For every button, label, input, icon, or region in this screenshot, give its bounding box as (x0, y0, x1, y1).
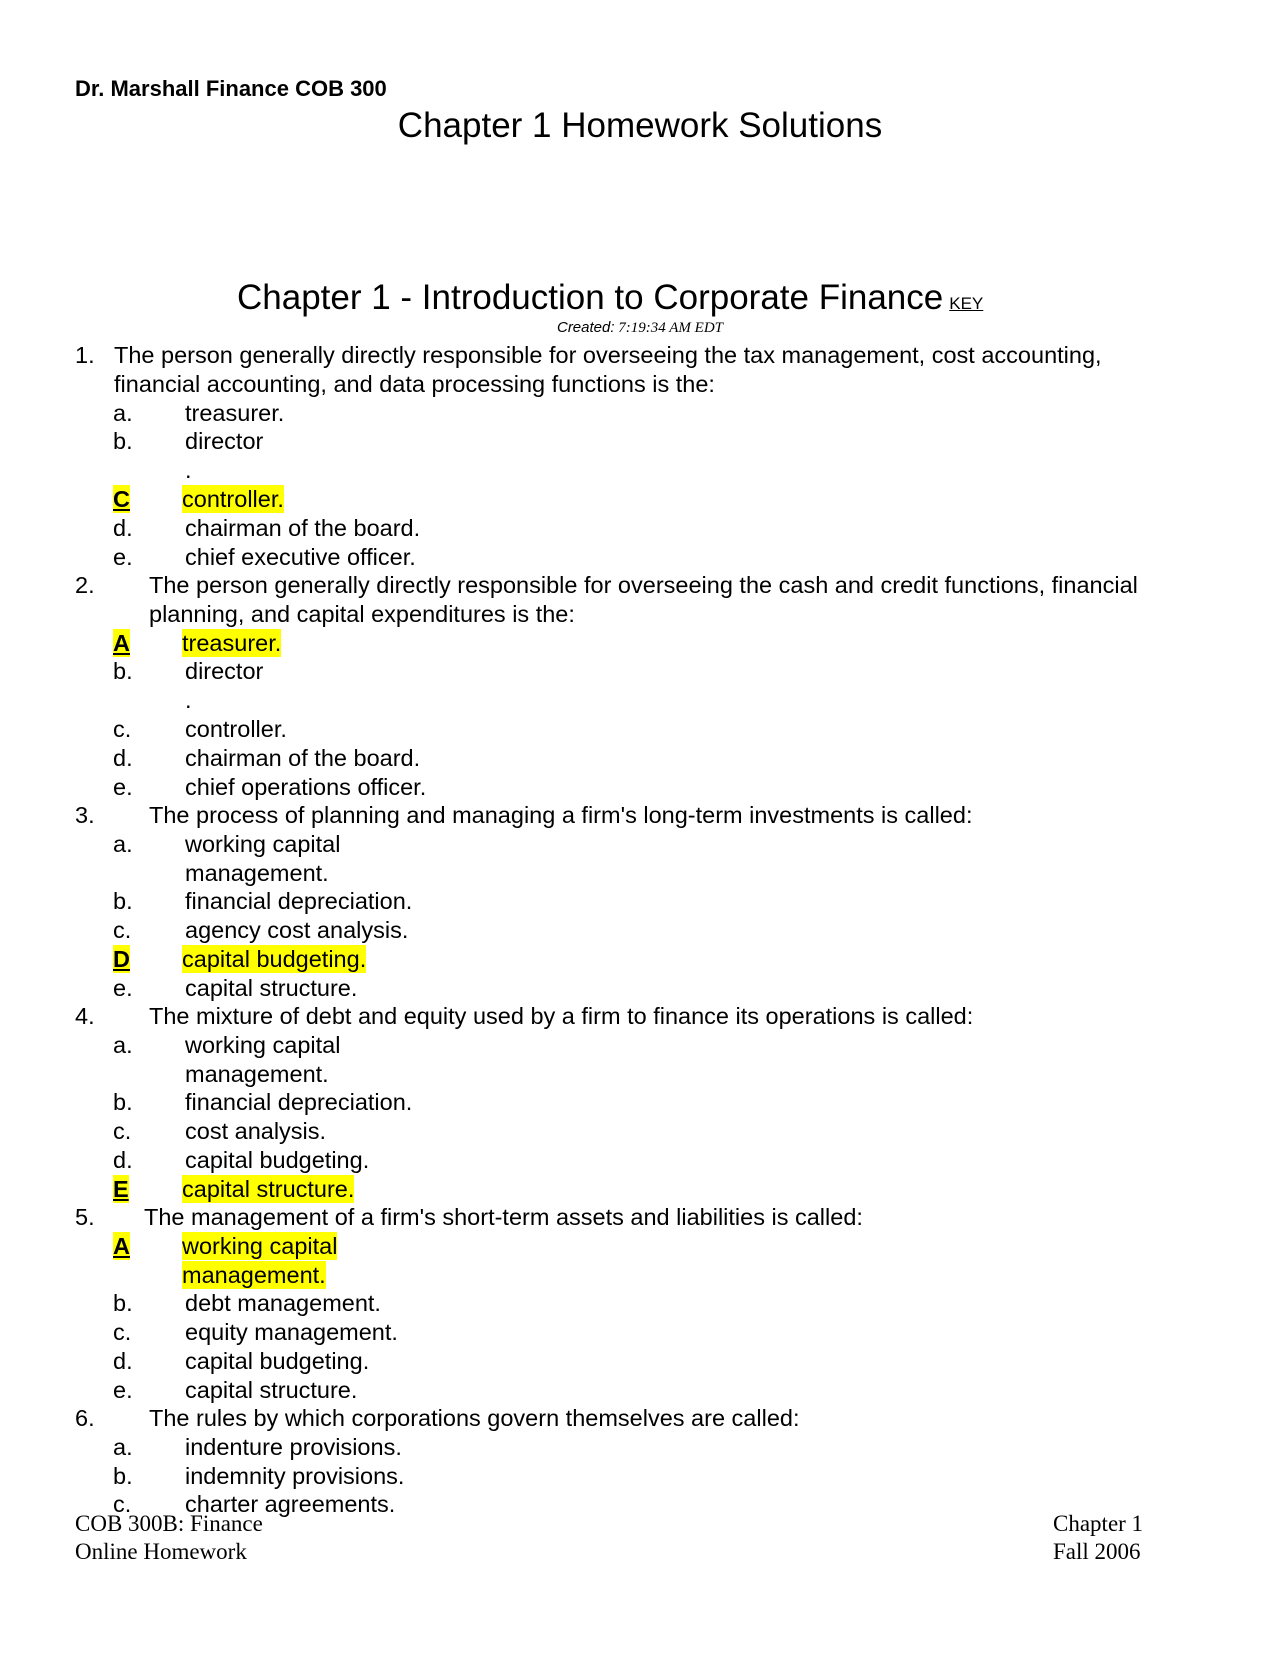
chapter-title (237, 278, 983, 318)
option-letter: a. (113, 399, 133, 426)
correct-answer-letter: A (113, 1232, 130, 1259)
option-letter: d. (113, 514, 133, 541)
option-text: . (185, 687, 192, 714)
option-text: cost analysis. (185, 1118, 327, 1145)
option-letter: b. (113, 1462, 133, 1489)
question-number: 1. (75, 342, 95, 368)
option-letter: c. (113, 1319, 132, 1346)
footer-term: Fall 2006 (1053, 1539, 1141, 1564)
option-letter: b. (113, 888, 133, 915)
option-text: capital structure. (185, 1376, 358, 1403)
option-letter: d. (113, 744, 133, 771)
question-number: 4. (75, 1003, 95, 1029)
option-letter: a. (113, 1433, 133, 1460)
question-text: The mixture of debt and equity used by a firm to finance its operations is called: (149, 1003, 974, 1029)
document-title: Chapter 1 Homework Solutions (397, 106, 883, 145)
option-text: . (185, 457, 192, 484)
question-text: The management of a firm's short-term assets and liabilities is called: (144, 1204, 863, 1230)
option-letter: e. (113, 974, 133, 1001)
created-label: Created: (556, 319, 615, 336)
correct-answer-letter: D (113, 946, 130, 972)
option-text: capital structure. (185, 974, 358, 1001)
footer-right (1053, 1510, 1143, 1566)
option-letter: b. (113, 1089, 133, 1116)
correct-answer-letter: E (113, 1175, 129, 1202)
footer-chapter: Chapter 1 (1053, 1511, 1144, 1536)
option-text: controller. (185, 716, 287, 742)
option-text: treasurer. (185, 399, 285, 426)
option-text: capital budgeting. (185, 1147, 370, 1173)
option-letter: e. (113, 773, 133, 800)
footer-left (75, 1510, 263, 1566)
option-letter: d. (113, 1147, 133, 1173)
option-letter: a. (113, 1031, 133, 1058)
option-text: management. (185, 859, 329, 886)
option-text: director (185, 658, 264, 685)
option-text: management. (185, 1060, 329, 1087)
option-text: equity management. (185, 1319, 398, 1346)
correct-answer-letter: C (113, 486, 130, 512)
option-text: indemnity provisions. (185, 1462, 405, 1489)
option-letter: c. (113, 1491, 132, 1518)
option-text: indenture provisions. (185, 1433, 402, 1460)
option-text: chief executive officer. (185, 543, 416, 570)
option-text: financial depreciation. (185, 1089, 413, 1116)
footer-label: Online Homework (75, 1539, 247, 1564)
question-text: The person generally directly responsible for overseeing the cash and credit functions, financial (149, 572, 1138, 598)
created-time: 7:19:34 AM EDT (618, 320, 723, 336)
question-text: The process of planning and managing a firm's long-term investments is called: (149, 802, 973, 828)
correct-answer-text: treasurer. (182, 629, 282, 656)
option-letter: c. (113, 716, 132, 742)
option-letter: a. (113, 830, 133, 857)
footer-course: COB 300B: Finance (75, 1511, 263, 1536)
option-letter: c. (113, 917, 132, 944)
correct-answer-letter: A (113, 629, 130, 656)
key-link[interactable]: KEY (949, 294, 984, 313)
correct-answer-text: management. (182, 1261, 326, 1288)
correct-answer-text: working capital (182, 1232, 338, 1259)
option-letter: d. (113, 1348, 133, 1374)
option-letter: b. (113, 658, 133, 685)
question-number: 6. (75, 1405, 95, 1431)
correct-answer-text: controller. (182, 486, 284, 512)
created-timestamp (0, 319, 1280, 337)
option-text: working capital (185, 830, 341, 857)
question-number: 3. (75, 802, 95, 828)
option-letter: e. (113, 543, 133, 570)
course-header: Dr. Marshall Finance COB 300 (75, 76, 387, 101)
option-letter: b. (113, 428, 133, 455)
option-text: financial depreciation. (185, 888, 413, 915)
option-text: agency cost analysis. (185, 917, 409, 944)
option-text: chief operations officer. (185, 773, 427, 800)
option-text: chairman of the board. (185, 514, 421, 541)
question-text: The person generally directly responsible for overseeing the tax management, cost accounting, (114, 342, 1102, 368)
correct-answer-text: capital budgeting. (182, 946, 367, 972)
question-number: 5. (75, 1204, 95, 1230)
chapter-title-text: Chapter 1 - Introduction to Corporate Finance (237, 278, 944, 317)
question-text: The rules by which corporations govern themselves are called: (149, 1405, 800, 1431)
option-letter: c. (113, 1118, 132, 1145)
option-letter: e. (113, 1376, 133, 1403)
question-text: planning, and capital expenditures is the: (149, 600, 575, 627)
question-text: financial accounting, and data processing functions is the: (114, 370, 715, 397)
option-text: director (185, 428, 264, 455)
option-text: debt management. (185, 1290, 381, 1317)
option-letter: b. (113, 1290, 133, 1317)
option-text: working capital (185, 1031, 341, 1058)
option-text: charter agreements. (185, 1491, 396, 1518)
option-text: capital budgeting. (185, 1348, 370, 1374)
option-text: chairman of the board. (185, 744, 421, 771)
question-number: 2. (75, 572, 95, 598)
correct-answer-text: capital structure. (182, 1175, 355, 1202)
